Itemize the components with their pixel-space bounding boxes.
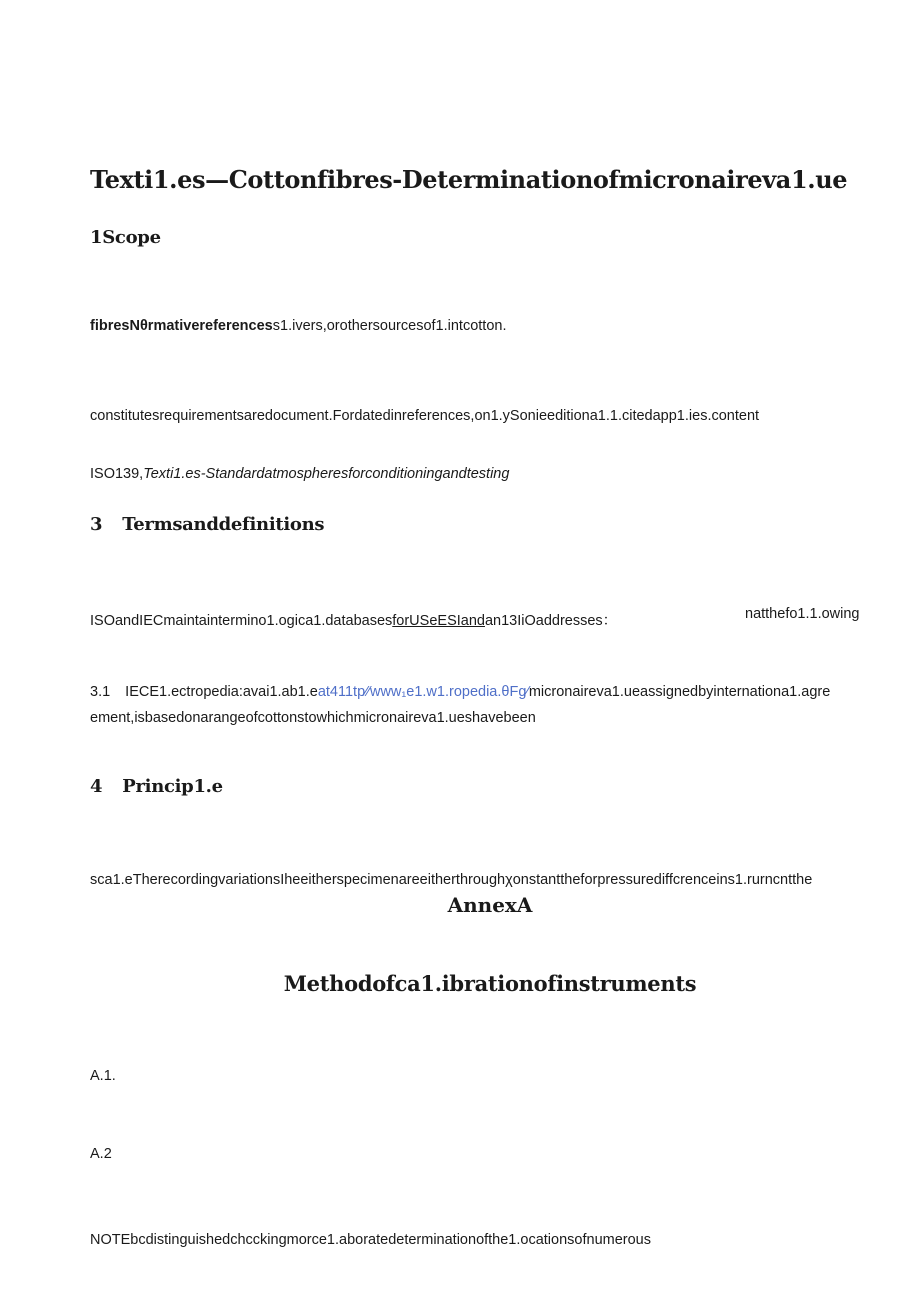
normative-references-paragraph: constitutesrequirementsaredocument.Fordatedinreferences,on1.ySonieeditiona1.1.citedapp1.ies.content — [90, 408, 760, 424]
section-4-title: Princip1.e — [122, 776, 223, 797]
section-4-number: 4 — [90, 776, 103, 797]
scope-paragraph — [90, 318, 506, 334]
clause-a1: A.1. — [90, 1068, 116, 1084]
electropedia-link[interactable]: at411tp⁄⁄www₁e1.w1.ropedia.θFg⁄ — [317, 684, 529, 700]
definition-text-a: IECE1.ectropedia:avai1.ab1.e — [125, 684, 318, 700]
terms-paragraph-right: natthefo1.1.owing — [745, 606, 860, 622]
terms-paragraph-text-b: an13IiOaddresses： — [484, 613, 618, 629]
section-3-number: 3 — [90, 514, 103, 535]
terms-paragraph-text-a: ISOandIECmaintaintermino1.ogica1.databases — [90, 613, 393, 629]
definition-3-1-line-2: ement,isbasedonarangeofcottonstowhichmicronaireva1.ueshavebeen — [90, 710, 536, 726]
terms-paragraph-underlined: forUSeESIand — [392, 613, 485, 629]
definition-text-b: micronaireva1.ueassignedbyinternationa1.agre — [528, 684, 831, 700]
scope-paragraph-text: s1.ivers,orothersourcesof1.intcotton. — [272, 318, 507, 334]
annex-note: NOTEbcdistinguishedchcckingmorce1.aboratedeterminationofthe1.ocationsofnumerous — [90, 1232, 651, 1248]
normative-reference-iso139 — [90, 466, 509, 482]
terms-paragraph — [90, 609, 617, 630]
principle-paragraph: sca1.eTherecordingvariationsIheeitherspecimenareeitherthroughχonstanttheforpressurediffcrenceins1.rurncntthe — [90, 872, 813, 888]
section-4-heading — [90, 776, 223, 797]
annex-title: Methodofca1.ibrationofinstruments — [283, 971, 697, 996]
reference-title: Texti1.es-Standardatmospheresforconditioningandtesting — [143, 466, 510, 482]
definition-number: 3.1 — [90, 684, 111, 700]
document-title: Texti1.es—Cottonfibres-Determinationofmicronaireva1.ue — [90, 165, 848, 194]
clause-a2: A.2 — [90, 1146, 112, 1162]
reference-number: ISO139, — [90, 466, 144, 482]
definition-3-1 — [90, 684, 830, 700]
section-1-heading: 1Scope — [90, 227, 161, 248]
section-3-heading — [90, 514, 324, 535]
section-3-title: Termsanddefinitions — [122, 514, 325, 535]
scope-paragraph-bold: fibresNθrmativereferences — [90, 318, 273, 334]
annex-label: AnnexA — [447, 893, 533, 917]
